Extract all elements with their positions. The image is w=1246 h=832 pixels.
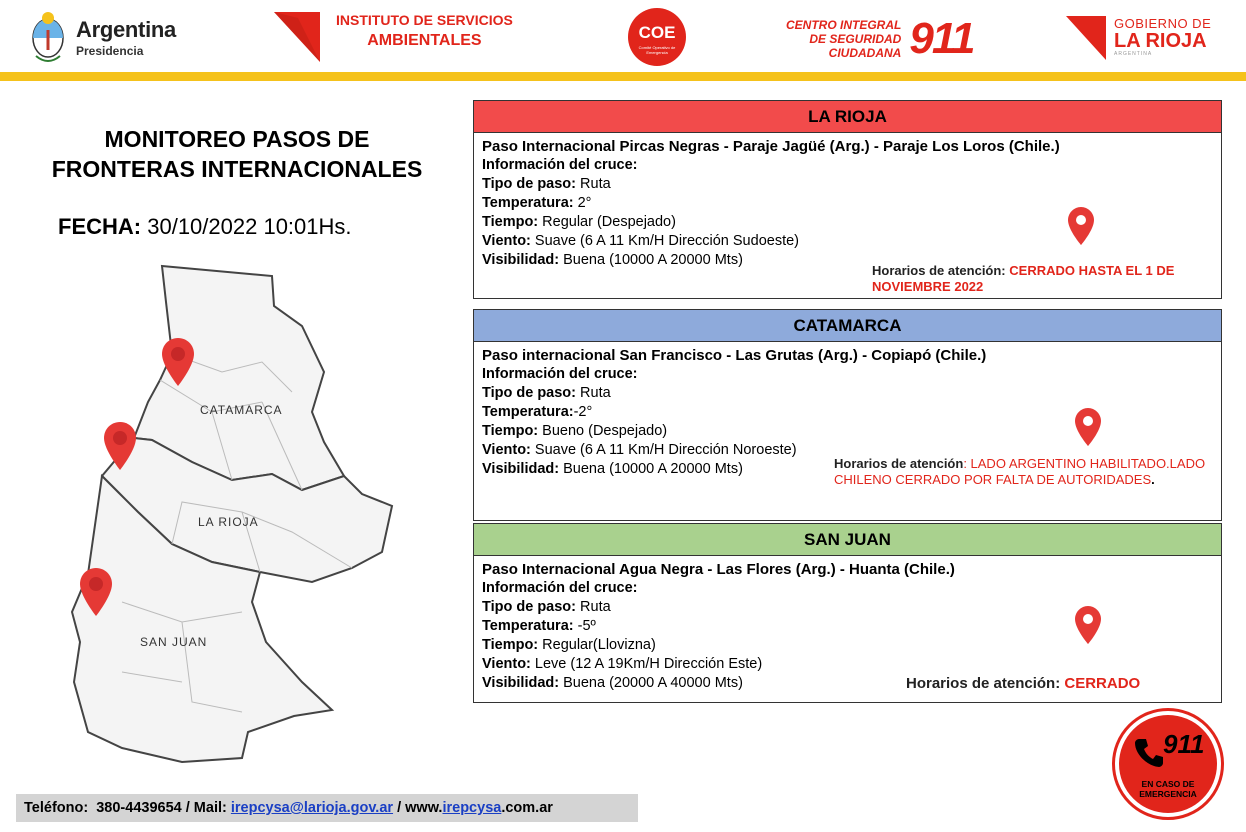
panel-body [474, 556, 1221, 697]
tipo-label: Tipo de paso: [482, 599, 576, 615]
viento-label: Viento: [482, 656, 531, 672]
phone-number: 380-4439654 [96, 800, 182, 816]
tiempo-value: Regular (Despejado) [538, 214, 676, 230]
phone-icon [1135, 737, 1163, 767]
date-value: 30/10/2022 10:01Hs. [147, 214, 352, 239]
isa-logo [274, 12, 513, 62]
map-label-san-juan: SAN JUAN [140, 635, 208, 649]
argentina-title: Argentina [76, 16, 176, 42]
tiempo-label: Tiempo: [482, 637, 539, 653]
visibilidad-value: Buena (10000 A 20000 Mts) [559, 461, 743, 477]
route-title: Paso internacional San Francisco - Las Grutas (Arg.) - Copiapó (Chile.) [482, 347, 987, 364]
map-label-la-rioja: LA RIOJA [198, 515, 259, 529]
isa-triangle-icon [274, 12, 320, 62]
hours-label: Horarios de atención: [906, 675, 1061, 692]
visibilidad-value: Buena (20000 A 40000 Mts) [559, 675, 743, 691]
hours-info [872, 263, 1202, 295]
panel-catamarca [473, 309, 1222, 521]
badge-line2: EMERGENCIA [1139, 789, 1197, 799]
visibilidad-value: Buena (10000 A 20000 Mts) [559, 252, 743, 268]
temp-label: Temperatura: [482, 404, 574, 420]
contact-footer [16, 794, 638, 822]
tiempo-value: Regular(Llovizna) [538, 637, 656, 653]
panel-body [474, 133, 1221, 294]
argentina-subtitle: Presidencia [76, 43, 144, 58]
emergency-911-badge [1112, 708, 1224, 820]
hours-value: CERRADO [1064, 675, 1141, 692]
panel-header: LA RIOJA [474, 101, 1221, 133]
isa-line2: AMBIENTALES [367, 32, 482, 49]
c911-number: 911 [909, 14, 974, 63]
hours-label: Horarios de atención [834, 456, 964, 471]
tipo-value: Ruta [576, 385, 611, 401]
hours-value: : LADO ARGENTINO HABILITADO.LADO CHILENO CERRADO POR FALTA DE AUTORIDADES [834, 456, 1206, 487]
tiempo-label: Tiempo: [482, 214, 539, 230]
panel-header: SAN JUAN [474, 524, 1221, 556]
route-title: Paso Internacional Pircas Negras - Paraje Jagüé (Arg.) - Paraje Los Loros (Chile.) [482, 138, 1060, 155]
temp-label: Temperatura: [482, 618, 574, 634]
tipo-value: Ruta [576, 176, 611, 192]
coe-logo [628, 8, 686, 66]
tipo-label: Tipo de paso: [482, 385, 576, 401]
web-suffix: .com.ar [501, 800, 553, 816]
mail-label: / Mail: [185, 800, 227, 816]
hours-value: CERRADO HASTA EL 1 DE NOVIEMBRE 2022 [872, 263, 1175, 294]
panel-header: CATAMARCA [474, 310, 1221, 342]
header-yellow-bar [0, 72, 1246, 81]
visibilidad-label: Visibilidad: [482, 675, 560, 691]
tiempo-label: Tiempo: [482, 423, 539, 439]
rioja-line1: GOBIERNO DE [1114, 16, 1212, 31]
c911-line1: CENTRO INTEGRAL [786, 18, 902, 32]
badge-line1: EN CASO DE [1141, 779, 1195, 789]
argentina-presidencia-logo [28, 10, 176, 64]
panel-body [474, 342, 1221, 487]
tiempo-value: Bueno (Despejado) [538, 423, 668, 439]
rioja-triangle-icon [1066, 16, 1106, 60]
header [0, 0, 1246, 82]
viento-value: Suave (6 A 11 Km/H Dirección Noroeste) [530, 442, 797, 458]
visibilidad-label: Visibilidad: [482, 461, 560, 477]
argentina-coat-of-arms-icon [28, 10, 68, 64]
viento-label: Viento: [482, 442, 531, 458]
centro-911-logo [786, 14, 974, 64]
c911-line2: DE SEGURIDAD [809, 32, 902, 46]
mail-link[interactable]: irepcysa@larioja.gov.ar [230, 800, 394, 816]
provinces-map [62, 262, 402, 772]
badge-number: 911 [1163, 729, 1205, 759]
rioja-line2: LA RIOJA [1114, 30, 1207, 52]
hours-info [906, 676, 1206, 692]
date-label: FECHA: [58, 214, 142, 239]
temp-value: -2° [573, 404, 593, 420]
web-link[interactable]: irepcysa [442, 800, 502, 816]
web-prefix: / www. [397, 800, 443, 816]
location-pin-icon [1075, 606, 1101, 644]
panel-la-rioja [473, 100, 1222, 299]
viento-label: Viento: [482, 233, 531, 249]
location-pin-icon [1075, 408, 1101, 446]
hours-label: Horarios de atención: [872, 263, 1006, 278]
title-line2: FRONTERAS INTERNACIONALES [51, 156, 423, 182]
info-label: Información del cruce: [482, 366, 638, 382]
info-label: Información del cruce: [482, 580, 638, 596]
viento-value: Suave (6 A 11 Km/H Dirección Sudoeste) [530, 233, 799, 249]
temp-label: Temperatura: [482, 195, 574, 211]
isa-line1: INSTITUTO DE SERVICIOS [336, 12, 513, 28]
title-line1: MONITOREO PASOS DE [104, 126, 370, 152]
route-title: Paso Internacional Agua Negra - Las Flores (Arg.) - Huanta (Chile.) [482, 561, 955, 578]
page-title [20, 124, 454, 184]
temp-value: 2° [573, 195, 592, 211]
visibilidad-label: Visibilidad: [482, 252, 560, 268]
viento-value: Leve (12 A 19Km/H Dirección Este) [530, 656, 763, 672]
gobierno-la-rioja-logo [1066, 16, 1211, 60]
location-pin-icon [1068, 207, 1094, 245]
tipo-label: Tipo de paso: [482, 176, 576, 192]
panel-san-juan [473, 523, 1222, 703]
hours-info [834, 456, 1218, 488]
tipo-value: Ruta [576, 599, 611, 615]
info-label: Información del cruce: [482, 157, 638, 173]
date-line [58, 214, 352, 240]
coe-label: COE [638, 23, 676, 42]
coe-small-text: Comité Operativo de Emergencia [638, 45, 676, 55]
hours-end: . [1151, 472, 1155, 487]
rioja-line3: ARGENTINA [1114, 51, 1153, 57]
c911-line3: CIUDADANA [828, 46, 902, 60]
badge-text [1119, 779, 1217, 799]
map-label-catamarca: CATAMARCA [200, 403, 283, 417]
temp-value: -5º [573, 618, 596, 634]
phone-label: Teléfono: [24, 800, 89, 816]
